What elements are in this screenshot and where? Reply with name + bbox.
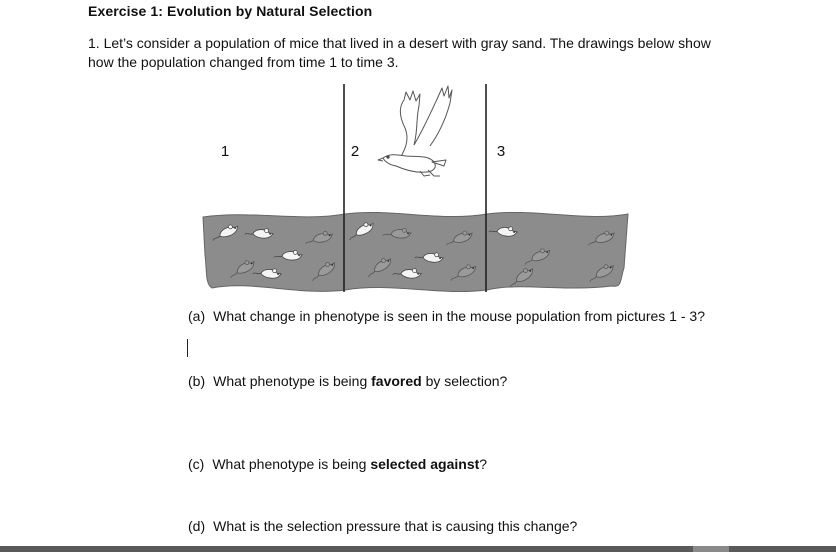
mouse-icon bbox=[346, 220, 376, 241]
question-text: by selection? bbox=[421, 373, 508, 389]
mice-panel-1 bbox=[210, 223, 338, 282]
mouse-icon bbox=[393, 266, 422, 280]
panel-label-1: 1 bbox=[220, 143, 230, 160]
question-text: What is the selection pressure that is causing this change? bbox=[213, 518, 578, 534]
emphasis-selected-against: selected against bbox=[370, 456, 480, 472]
mouse-icon bbox=[253, 265, 282, 280]
exercise-title: Exercise 1: Evolution by Natural Selection bbox=[88, 3, 373, 19]
mouse-icon bbox=[227, 258, 257, 279]
question-d bbox=[188, 518, 577, 534]
question-text: What change in phenotype is seen in the mouse population from pictures 1 - 3? bbox=[213, 308, 705, 324]
mouse-icon bbox=[522, 247, 552, 266]
intro-paragraph bbox=[88, 34, 748, 72]
mouse-icon bbox=[586, 262, 616, 283]
panel-label-3: 3 bbox=[496, 143, 506, 160]
bird-of-prey-icon bbox=[378, 86, 452, 176]
question-a bbox=[188, 308, 705, 324]
mouse-icon bbox=[489, 223, 518, 238]
mouse-icon bbox=[304, 230, 333, 245]
question-letter: (b) bbox=[188, 373, 206, 389]
question-c bbox=[188, 456, 487, 472]
scrollbar-thumb[interactable] bbox=[693, 546, 729, 552]
question-letter: (d) bbox=[188, 518, 206, 534]
question-letter: (a) bbox=[188, 308, 206, 324]
intro-line-2: how the population changed from time 1 to time 3. bbox=[88, 54, 399, 70]
mouse-icon bbox=[364, 255, 393, 278]
gray-sand-strip bbox=[203, 212, 628, 291]
question-text: What phenotype is being bbox=[212, 456, 371, 472]
mouse-icon bbox=[274, 249, 303, 261]
mouse-icon bbox=[383, 227, 412, 239]
question-b bbox=[188, 373, 507, 389]
mouse-icon bbox=[245, 226, 274, 240]
mouse-icon bbox=[586, 229, 616, 246]
mouse-icon bbox=[308, 259, 337, 282]
question-text: What phenotype is being bbox=[213, 373, 372, 389]
mouse-icon bbox=[506, 265, 535, 288]
mouse-icon bbox=[415, 249, 444, 264]
mice-panel-2 bbox=[346, 220, 478, 282]
emphasis-favored: favored bbox=[371, 373, 422, 389]
mouse-icon bbox=[210, 223, 240, 242]
text-cursor[interactable] bbox=[187, 339, 188, 357]
question-text: ? bbox=[479, 456, 488, 472]
panel-label-2: 2 bbox=[350, 143, 360, 160]
question-letter: (c) bbox=[188, 456, 205, 472]
mice-panel-3 bbox=[489, 223, 616, 288]
intro-line-1: 1. Let’s consider a population of mice that lived in a desert with gray sand. The drawings below show bbox=[88, 35, 711, 51]
mouse-icon bbox=[448, 263, 478, 282]
mouse-icon bbox=[444, 229, 474, 246]
bottom-scrollbar[interactable] bbox=[0, 546, 836, 552]
